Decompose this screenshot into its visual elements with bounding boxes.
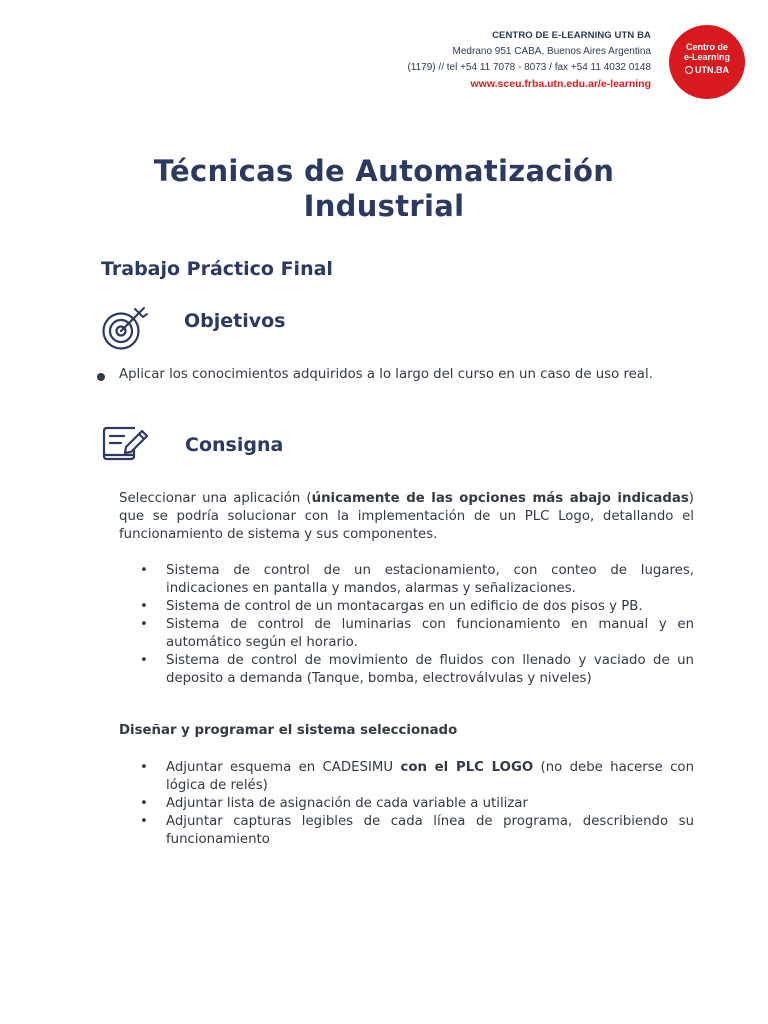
bullet-icon: • <box>140 814 148 829</box>
task-text: Adjuntar lista de asignación de cada variable a utilizar <box>166 796 528 811</box>
logo-line-3 <box>669 65 745 75</box>
design-tasks-list <box>140 759 694 849</box>
org-website-link[interactable]: www.sceu.frba.utn.edu.ar/e-learning <box>470 78 651 90</box>
section-consigna-heading: Consigna <box>185 434 284 456</box>
consigna-intro <box>119 490 694 544</box>
objetivo-item: Aplicar los conocimientos adquiridos a lo largo del curso en un caso de uso real. <box>119 367 653 382</box>
intro-text-continued: ) que se podría solucionar con la implementación de un PLC Logo, detallando el funcionamiento de sistema y sus componentes. <box>119 491 694 542</box>
bullet-icon <box>97 373 105 381</box>
option-text: Sistema de control de un estacionamiento, con conteo de lugares, indicaciones en pantalla y mandos, alarmas y señalizaciones. <box>166 563 694 596</box>
org-address: Medrano 951 CABA, Buenos Aires Argentina <box>452 46 651 57</box>
option-item <box>140 562 694 598</box>
intro-emphasis: únicamente de las opciones más abajo indicadas <box>311 491 689 506</box>
title-line-1: Técnicas de Automatización <box>153 154 615 188</box>
option-text: Sistema de control de movimiento de fluidos con llenado y vaciado de un deposito a demanda (Tanque, bomba, electroválvulas y niveles) <box>166 653 694 686</box>
option-item <box>140 652 694 688</box>
task-text: Adjuntar esquema en CADESIMU <box>166 760 401 775</box>
option-item <box>140 598 694 616</box>
task-emphasis: con el PLC LOGO <box>400 760 534 775</box>
header-contact <box>407 28 651 92</box>
design-heading: Diseñar y programar el sistema seleccionado <box>119 723 458 738</box>
bullet-icon: • <box>140 653 148 668</box>
task-item <box>140 795 694 813</box>
page-subtitle: Trabajo Práctico Final <box>101 258 333 280</box>
target-icon <box>100 305 150 351</box>
task-item <box>140 813 694 849</box>
org-name: CENTRO DE E-LEARNING UTN BA <box>492 30 651 41</box>
option-text: Sistema de control de luminarias con funcionamiento en manual y en automático según el horario. <box>166 617 694 650</box>
options-list <box>140 562 694 688</box>
bullet-icon: • <box>140 563 148 578</box>
option-text: Sistema de control de un montacargas en un edificio de dos pisos y PB. <box>166 599 643 614</box>
option-item <box>140 616 694 652</box>
section-objetivos-heading: Objetivos <box>184 310 286 332</box>
org-phone: (1179) // tel +54 11 7078 - 8073 / fax +54 11 4032 0148 <box>407 62 651 73</box>
task-text: Adjuntar capturas legibles de cada línea de programa, describiendo su funcionamiento <box>166 814 694 847</box>
bullet-icon: • <box>140 760 148 775</box>
utn-elearning-logo <box>669 25 745 99</box>
intro-text: Seleccionar una aplicación ( <box>119 491 312 506</box>
logo-mark-icon <box>685 66 693 74</box>
bullet-icon: • <box>140 796 148 811</box>
bullet-icon: • <box>140 617 148 632</box>
logo-line-3-text: UTN.BA <box>695 65 729 75</box>
logo-line-1: Centro de <box>685 42 728 52</box>
logo-line-2: e-Learning <box>683 52 730 62</box>
title-line-2: Industrial <box>303 189 465 223</box>
edit-document-icon <box>102 425 152 463</box>
page-title <box>0 154 768 224</box>
bullet-icon: • <box>140 599 148 614</box>
task-item <box>140 759 694 795</box>
task-text-continued: (no debe hacerse con lógica de relés) <box>166 760 694 793</box>
